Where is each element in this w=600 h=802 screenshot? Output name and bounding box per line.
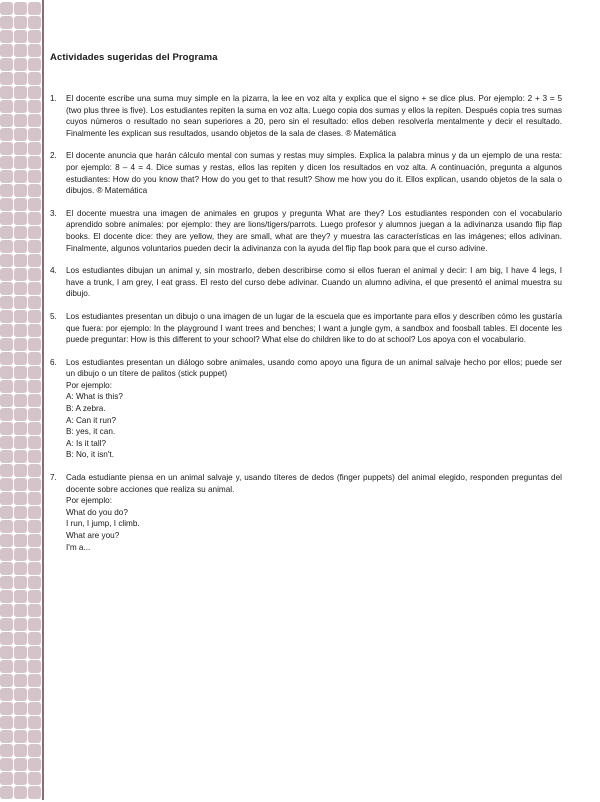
document-page xyxy=(50,52,562,564)
binder-grid-cell xyxy=(28,128,41,141)
dialogue-line: What do you do? xyxy=(66,507,128,517)
binder-grid-cell xyxy=(0,324,13,337)
binder-grid-cell xyxy=(14,198,27,211)
binder-grid-cell xyxy=(14,758,27,771)
binder-spine xyxy=(0,0,42,800)
binder-grid-cell xyxy=(28,100,41,113)
binder-grid-cell xyxy=(28,408,41,421)
binder-grid-cell xyxy=(0,296,13,309)
binder-grid-cell xyxy=(14,184,27,197)
binder-grid-cell xyxy=(14,338,27,351)
binder-grid-cell xyxy=(28,492,41,505)
binder-grid-cell xyxy=(14,72,27,85)
dialogue-line: A: Is it tall? xyxy=(66,438,107,448)
item-body xyxy=(66,357,562,461)
item-text: El docente muestra una imagen de animales en grupos y pregunta What are they? Los estudiantes responden con el vocabulario aprendido sobre animales: por ejemplo: they are lions/tigers/parrots. Luego profesor y alumnos juegan a la adivinanza usando flip flap books. El docente dice: they are yellow, they are small, what are they? y muestra las características en las imágenes; ellos adivinan. Finalmente, algunos voluntarios pueden decir la adivinanza con la ayuda del flip flap book para que el curso adivine. xyxy=(66,208,562,253)
binder-grid-cell xyxy=(28,506,41,519)
binder-grid-cell xyxy=(14,450,27,463)
dialogue-line: B: yes, it can. xyxy=(66,427,116,437)
item-text: Los estudiantes presentan un dibujo o una imagen de un lugar de la escuela que es importante para ellos y describen cómo les gustaría que fuera: por ejemplo: In the playground I want trees and benches; I want a jungle gym, a sandbox and foosball tables. El docente les puede preguntar: How is this different to your school? What else do children like to do at school? Los apoya con el vocabulario. xyxy=(66,311,562,345)
dialogue-line: Por ejemplo: xyxy=(66,496,112,506)
binder-grid-cell xyxy=(14,352,27,365)
binder-grid-cell xyxy=(28,254,41,267)
binder-grid-cell xyxy=(14,128,27,141)
binder-grid-cell xyxy=(0,674,13,687)
binder-grid-cell xyxy=(14,394,27,407)
binder-grid-cell xyxy=(28,198,41,211)
binder-grid-cell xyxy=(28,772,41,785)
item-number: 4. xyxy=(50,266,57,276)
binder-grid-cell xyxy=(0,758,13,771)
binder-grid-cell xyxy=(14,646,27,659)
binder-grid-cell xyxy=(14,212,27,225)
binder-grid-cell xyxy=(0,506,13,519)
binder-grid-cell xyxy=(0,450,13,463)
binder-grid-cell xyxy=(14,422,27,435)
item-number: 7. xyxy=(50,473,57,483)
binder-grid-cell xyxy=(0,744,13,757)
binder-grid-cell xyxy=(14,464,27,477)
binder-grid-cell xyxy=(14,688,27,701)
binder-grid-cell xyxy=(14,324,27,337)
binder-grid-cell xyxy=(0,44,13,57)
dialogue-line: B: No, it isn't. xyxy=(66,450,114,460)
binder-grid-cell xyxy=(14,562,27,575)
binder-grid-cell xyxy=(0,632,13,645)
dialogue-line: I run, I jump, I climb. xyxy=(66,519,140,529)
binder-grid-cell xyxy=(0,268,13,281)
binder-grid-cell xyxy=(0,352,13,365)
binder-grid-cell xyxy=(28,646,41,659)
activities-list xyxy=(50,93,562,553)
binder-grid-cell xyxy=(14,408,27,421)
binder-grid-cell xyxy=(0,72,13,85)
binder-grid-cell xyxy=(14,730,27,743)
binder-grid-cell xyxy=(14,114,27,127)
activity-item-2 xyxy=(50,150,562,196)
binder-grid-cell xyxy=(0,422,13,435)
binder-grid-cell xyxy=(28,72,41,85)
dialogue-line: A: Can it run? xyxy=(66,415,117,425)
binder-grid-cell xyxy=(14,142,27,155)
binder-grid-cell xyxy=(14,786,27,799)
binder-grid-cell xyxy=(28,688,41,701)
binder-grid-cell xyxy=(14,534,27,547)
binder-grid-cell xyxy=(14,604,27,617)
binder-grid-cell xyxy=(14,366,27,379)
binder-grid-cell xyxy=(0,716,13,729)
binder-grid-cell xyxy=(0,156,13,169)
binder-grid-cell xyxy=(0,114,13,127)
binder-grid-cell xyxy=(28,520,41,533)
binder-grid-cell xyxy=(14,492,27,505)
binder-grid-cell xyxy=(14,282,27,295)
binder-grid-cell xyxy=(0,86,13,99)
binder-grid-cell xyxy=(0,338,13,351)
binder-grid-cell xyxy=(0,30,13,43)
binder-grid-cell xyxy=(0,604,13,617)
binder-grid-cell xyxy=(14,380,27,393)
binder-grid-cell xyxy=(0,590,13,603)
binder-grid-cell xyxy=(28,464,41,477)
binder-grid-cell xyxy=(0,520,13,533)
binder-grid-cell xyxy=(0,142,13,155)
binder-grid-cell xyxy=(0,2,13,15)
binder-grid-cell xyxy=(28,576,41,589)
item-number: 2. xyxy=(50,151,57,161)
binder-grid-cell xyxy=(0,646,13,659)
binder-grid-pattern xyxy=(0,0,42,802)
binder-grid-cell xyxy=(28,604,41,617)
binder-grid-cell xyxy=(14,702,27,715)
binder-grid-cell xyxy=(0,730,13,743)
binder-grid-cell xyxy=(14,2,27,15)
binder-grid-cell xyxy=(0,310,13,323)
item-number: 5. xyxy=(50,311,57,321)
binder-grid-cell xyxy=(14,30,27,43)
binder-grid-cell xyxy=(14,156,27,169)
binder-grid-cell xyxy=(14,576,27,589)
binder-grid-cell xyxy=(0,478,13,491)
binder-grid-cell xyxy=(14,674,27,687)
binder-grid-cell xyxy=(14,660,27,673)
binder-grid-cell xyxy=(28,674,41,687)
binder-grid-cell xyxy=(28,282,41,295)
binder-grid-cell xyxy=(28,422,41,435)
binder-grid-cell xyxy=(0,366,13,379)
binder-grid-cell xyxy=(28,352,41,365)
binder-grid-cell xyxy=(28,58,41,71)
binder-grid-cell xyxy=(28,212,41,225)
binder-grid-cell xyxy=(0,212,13,225)
binder-grid-cell xyxy=(0,226,13,239)
binder-grid-cell xyxy=(14,44,27,57)
binder-grid-cell xyxy=(0,100,13,113)
activity-item-7 xyxy=(50,472,562,553)
binder-grid-cell xyxy=(14,478,27,491)
activity-item-1 xyxy=(50,93,562,139)
activity-item-3 xyxy=(50,208,562,254)
binder-grid-cell xyxy=(0,254,13,267)
binder-grid-cell xyxy=(14,548,27,561)
binder-grid-cell xyxy=(14,520,27,533)
binder-grid-cell xyxy=(0,170,13,183)
binder-grid-cell xyxy=(14,436,27,449)
binder-grid-cell xyxy=(28,170,41,183)
binder-grid-cell xyxy=(0,562,13,575)
binder-grid-cell xyxy=(28,44,41,57)
binder-grid-cell xyxy=(28,730,41,743)
binder-grid-cell xyxy=(0,128,13,141)
binder-grid-cell xyxy=(0,408,13,421)
binder-grid-cell xyxy=(14,590,27,603)
dialogue-example xyxy=(66,380,562,461)
binder-grid-cell xyxy=(0,436,13,449)
page-title: Actividades sugeridas del Programa xyxy=(50,52,218,63)
binder-grid-cell xyxy=(14,744,27,757)
binder-grid-cell xyxy=(28,716,41,729)
binder-grid-cell xyxy=(28,16,41,29)
binder-grid-cell xyxy=(28,2,41,15)
binder-grid-cell xyxy=(28,324,41,337)
dialogue-line: A: What is this? xyxy=(66,392,123,402)
binder-grid-cell xyxy=(28,338,41,351)
binder-grid-cell xyxy=(28,86,41,99)
binder-grid-cell xyxy=(0,548,13,561)
binder-grid-cell xyxy=(28,394,41,407)
binder-grid-cell xyxy=(0,660,13,673)
binder-grid-cell xyxy=(28,268,41,281)
binder-grid-cell xyxy=(28,366,41,379)
binder-grid-cell xyxy=(0,576,13,589)
binder-grid-cell xyxy=(28,184,41,197)
binder-grid-cell xyxy=(0,16,13,29)
binder-edge-line xyxy=(42,0,44,800)
binder-grid-cell xyxy=(14,310,27,323)
binder-grid-cell xyxy=(14,716,27,729)
binder-grid-cell xyxy=(0,240,13,253)
binder-grid-cell xyxy=(14,254,27,267)
activity-item-6 xyxy=(50,357,562,461)
binder-grid-cell xyxy=(28,296,41,309)
item-text: El docente anuncia que harán cálculo mental con sumas y restas muy simples. Explica la palabra minus y da un ejemplo de una resta: por ejemplo: 8 – 4 = 4. Dice sumas y restas, ellos las repiten y dicen los resultados en voz alta. A continuación, pregunta a algunos estudiantes: How do you know that? How do you get to that result? Show me how you do it. Ellos explican, usando objetos de la sala o dibujos. ® Matemática xyxy=(66,151,562,196)
item-number: 6. xyxy=(50,357,57,367)
binder-grid-cell xyxy=(14,100,27,113)
dialogue-line: I'm a... xyxy=(66,542,91,552)
binder-grid-cell xyxy=(28,380,41,393)
binder-grid-cell xyxy=(0,786,13,799)
binder-grid-cell xyxy=(14,240,27,253)
binder-grid-cell xyxy=(28,142,41,155)
binder-grid-cell xyxy=(28,562,41,575)
binder-grid-cell xyxy=(28,786,41,799)
item-text: Los estudiantes presentan un diálogo sobre animales, usando como apoyo una figura de un animal salvaje hecho por ellos; puede ser un dibujo o un títere de palitos (stick puppet) xyxy=(66,357,562,379)
binder-grid-cell xyxy=(14,226,27,239)
binder-grid-cell xyxy=(14,86,27,99)
item-text: Los estudiantes dibujan un animal y, sin mostrarlo, deben describirse como si ellos fueran el animal y decir: I am big, I have 4 legs, I have a trunk, I am grey, I eat grass. El resto del curso debe adivinar. Cuando un alumno adivina, el que presentó el animal muestra su dibujo. xyxy=(66,266,562,299)
binder-grid-cell xyxy=(14,506,27,519)
binder-grid-cell xyxy=(0,492,13,505)
binder-grid-cell xyxy=(28,744,41,757)
item-text: Cada estudiante piensa en un animal salvaje y, usando títeres de dedos (finger puppets) del animal elegido, responden preguntas del docente sobre acciones que realiza su animal. xyxy=(66,473,562,494)
binder-grid-cell xyxy=(0,702,13,715)
dialogue-line: What are you? xyxy=(66,531,120,540)
item-text: El docente escribe una suma muy simple en la pizarra, la lee en voz alta y explica que el signo + se dice plus. Por ejemplo: 2 + 3 = 5 (two plus three is five). Los estudiantes repiten la suma en voz alta. Luego copia dos sumas y ellos la repiten. Después copia tres sumas cuyos números o resultado no sean superiores a 20, pero sin el resultado: ellos deben resolverla mentalmente y decir el resultado. Finalmente les explican sus resultados, usando objetos de la sala de clases. ® Matemática xyxy=(66,94,562,138)
dialogue-line: Por ejemplo: xyxy=(66,380,112,390)
item-number: 3. xyxy=(50,208,57,218)
binder-grid-cell xyxy=(0,688,13,701)
binder-grid-cell xyxy=(28,240,41,253)
binder-grid-cell xyxy=(0,618,13,631)
binder-grid-cell xyxy=(0,198,13,211)
activity-item-4 xyxy=(50,265,562,300)
binder-grid-cell xyxy=(28,702,41,715)
binder-grid-cell xyxy=(14,58,27,71)
binder-grid-cell xyxy=(0,380,13,393)
binder-grid-cell xyxy=(28,590,41,603)
binder-grid-cell xyxy=(14,772,27,785)
binder-grid-cell xyxy=(14,16,27,29)
item-body xyxy=(66,472,562,553)
binder-grid-cell xyxy=(28,758,41,771)
dialogue-example xyxy=(66,495,562,553)
binder-grid-cell xyxy=(14,632,27,645)
binder-grid-cell xyxy=(14,296,27,309)
binder-grid-cell xyxy=(28,618,41,631)
binder-grid-cell xyxy=(28,310,41,323)
item-number: 1. xyxy=(50,94,57,103)
binder-grid-cell xyxy=(0,58,13,71)
binder-grid-cell xyxy=(0,772,13,785)
binder-grid-cell xyxy=(28,226,41,239)
binder-grid-cell xyxy=(0,464,13,477)
binder-grid-cell xyxy=(28,660,41,673)
binder-grid-cell xyxy=(28,632,41,645)
binder-grid-cell xyxy=(0,282,13,295)
binder-grid-cell xyxy=(14,268,27,281)
binder-grid-cell xyxy=(0,394,13,407)
binder-grid-cell xyxy=(0,184,13,197)
binder-grid-cell xyxy=(28,534,41,547)
binder-grid-cell xyxy=(28,114,41,127)
binder-grid-cell xyxy=(28,548,41,561)
binder-grid-cell xyxy=(0,534,13,547)
binder-grid-cell xyxy=(14,618,27,631)
binder-grid-cell xyxy=(28,30,41,43)
binder-grid-cell xyxy=(28,450,41,463)
dialogue-line: B: A zebra. xyxy=(66,404,106,414)
binder-grid-cell xyxy=(28,156,41,169)
binder-grid-cell xyxy=(28,436,41,449)
activity-item-5 xyxy=(50,311,562,346)
binder-grid-cell xyxy=(14,170,27,183)
binder-grid-cell xyxy=(28,478,41,491)
